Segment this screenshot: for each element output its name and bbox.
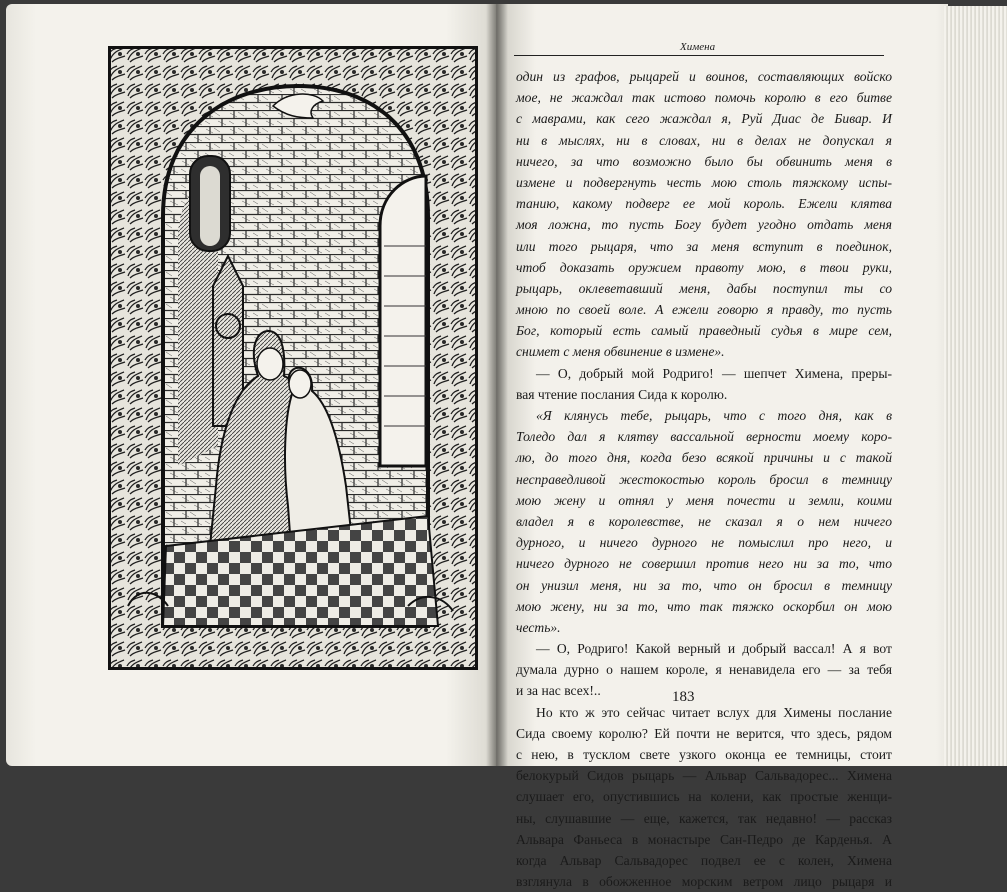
text-line: думала дурно о нашем короле, я ненавидела его — за тебя xyxy=(516,662,892,678)
text-line: ничего дурного не совершил против него ни за то, что xyxy=(516,556,892,572)
page-number: 183 xyxy=(672,689,695,705)
text-line: Но кто ж это сейчас читает вслух для Химены послание xyxy=(536,704,892,720)
text-line: мною по своей воле. А ежели говорю я правду, то пусть xyxy=(516,302,892,318)
text-line: Альвара Фаньеса в монастыре Сан-Педро де Карденья. А xyxy=(516,831,892,847)
text-line: белокурый Сидов рыцарь — Альвар Сальвадорес... Химена xyxy=(516,768,892,784)
text-line: владел я в королевстве, не сказал я о нем ничего xyxy=(516,513,892,529)
text-line: он унизил меня, ни за то, что он бросил в темницу xyxy=(516,577,892,593)
woodcut-illustration xyxy=(108,46,478,670)
text-line: — О, добрый мой Родриго! — шепчет Химена, преры- xyxy=(536,365,892,381)
text-line: Толедо дал я клятву вассальной верности моему коро- xyxy=(516,429,892,445)
text-line: один из графов, рыцарей и воинов, составляющих войско xyxy=(516,69,892,84)
running-head-rule xyxy=(514,55,884,56)
text-line: снимет с меня обвинение в измене». xyxy=(516,344,725,360)
text-line: танию, какому подверг ее мой король. Ежели клятва xyxy=(516,196,892,212)
text-line: лю, до того дня, когда безо всякой причины и с такой xyxy=(516,450,892,466)
text-line: ны, слушавшие — еще, кажется, так недавно! — рассказ xyxy=(516,810,892,826)
text-line: ни в мыслях, ни в словах, ни в делах не допускал я xyxy=(516,132,892,148)
page-edges xyxy=(944,6,1007,766)
text-line: слушает его, опустившись на колени, как простые женщи- xyxy=(516,789,892,805)
text-line: взглянула в обожженное морским ветром лицо рыцаря и xyxy=(516,874,892,890)
text-line: — О, Родриго! Какой верный и добрый вассал! А я вот xyxy=(536,641,892,657)
running-head xyxy=(514,41,884,59)
text-line: когда Альвар Сальвадорес подвел ее с колен, Химена xyxy=(516,852,892,868)
text-line: моя ложна, то пусть Богу будет угодно отдать меня xyxy=(516,217,892,233)
body-text xyxy=(516,66,892,892)
text-line: или того рыцаря, что за меня вступит в поединок, xyxy=(516,238,892,254)
text-line: и за нас всех!.. xyxy=(516,683,601,699)
text-line: с нею, в тусклом свете узкого оконца ее темницы, стоит xyxy=(516,747,892,762)
text-line: мою жену и отнял у меня почести и земли, коими xyxy=(516,492,892,508)
text-line: Бог, который есть самый праведный судья в мире сем, xyxy=(516,323,892,339)
running-head-title: Химена xyxy=(680,41,716,53)
text-line: дурного, и ничего дурного не помыслил про него, и xyxy=(516,535,892,551)
text-line: ничего, за что возможно было бы обвинить меня в xyxy=(516,153,892,169)
text-line: мое, не жаждал так истово помочь королю в его битве xyxy=(516,90,892,106)
book-gutter xyxy=(486,4,508,766)
text-line: несправедливой жестокостью король бросил в темницу xyxy=(516,471,892,487)
text-line: измене и подвергнуть честь мою столь тяжкому испы- xyxy=(516,174,892,190)
text-line: «Я клянусь тебе, рыцарь, что с того дня, как в xyxy=(536,408,892,423)
text-line: чтоб доказать оружием правоту мою, в твои руки, xyxy=(516,259,892,275)
text-line: с маврами, как сего жаждал я, Руй Диас де Бивар. И xyxy=(516,111,892,127)
text-line: честь». xyxy=(516,619,561,635)
text-line: рыцарь, оклеветавший меня, дабы поступил ты со xyxy=(516,280,892,296)
text-line: вая чтение послания Сида к королю. xyxy=(516,386,728,402)
text-line: Сида своему королю? Ей почти не верится, что здесь, рядом xyxy=(516,725,892,741)
text-line: мою жену, ни за то, что так тяжко оскорбил он мою xyxy=(516,598,892,614)
